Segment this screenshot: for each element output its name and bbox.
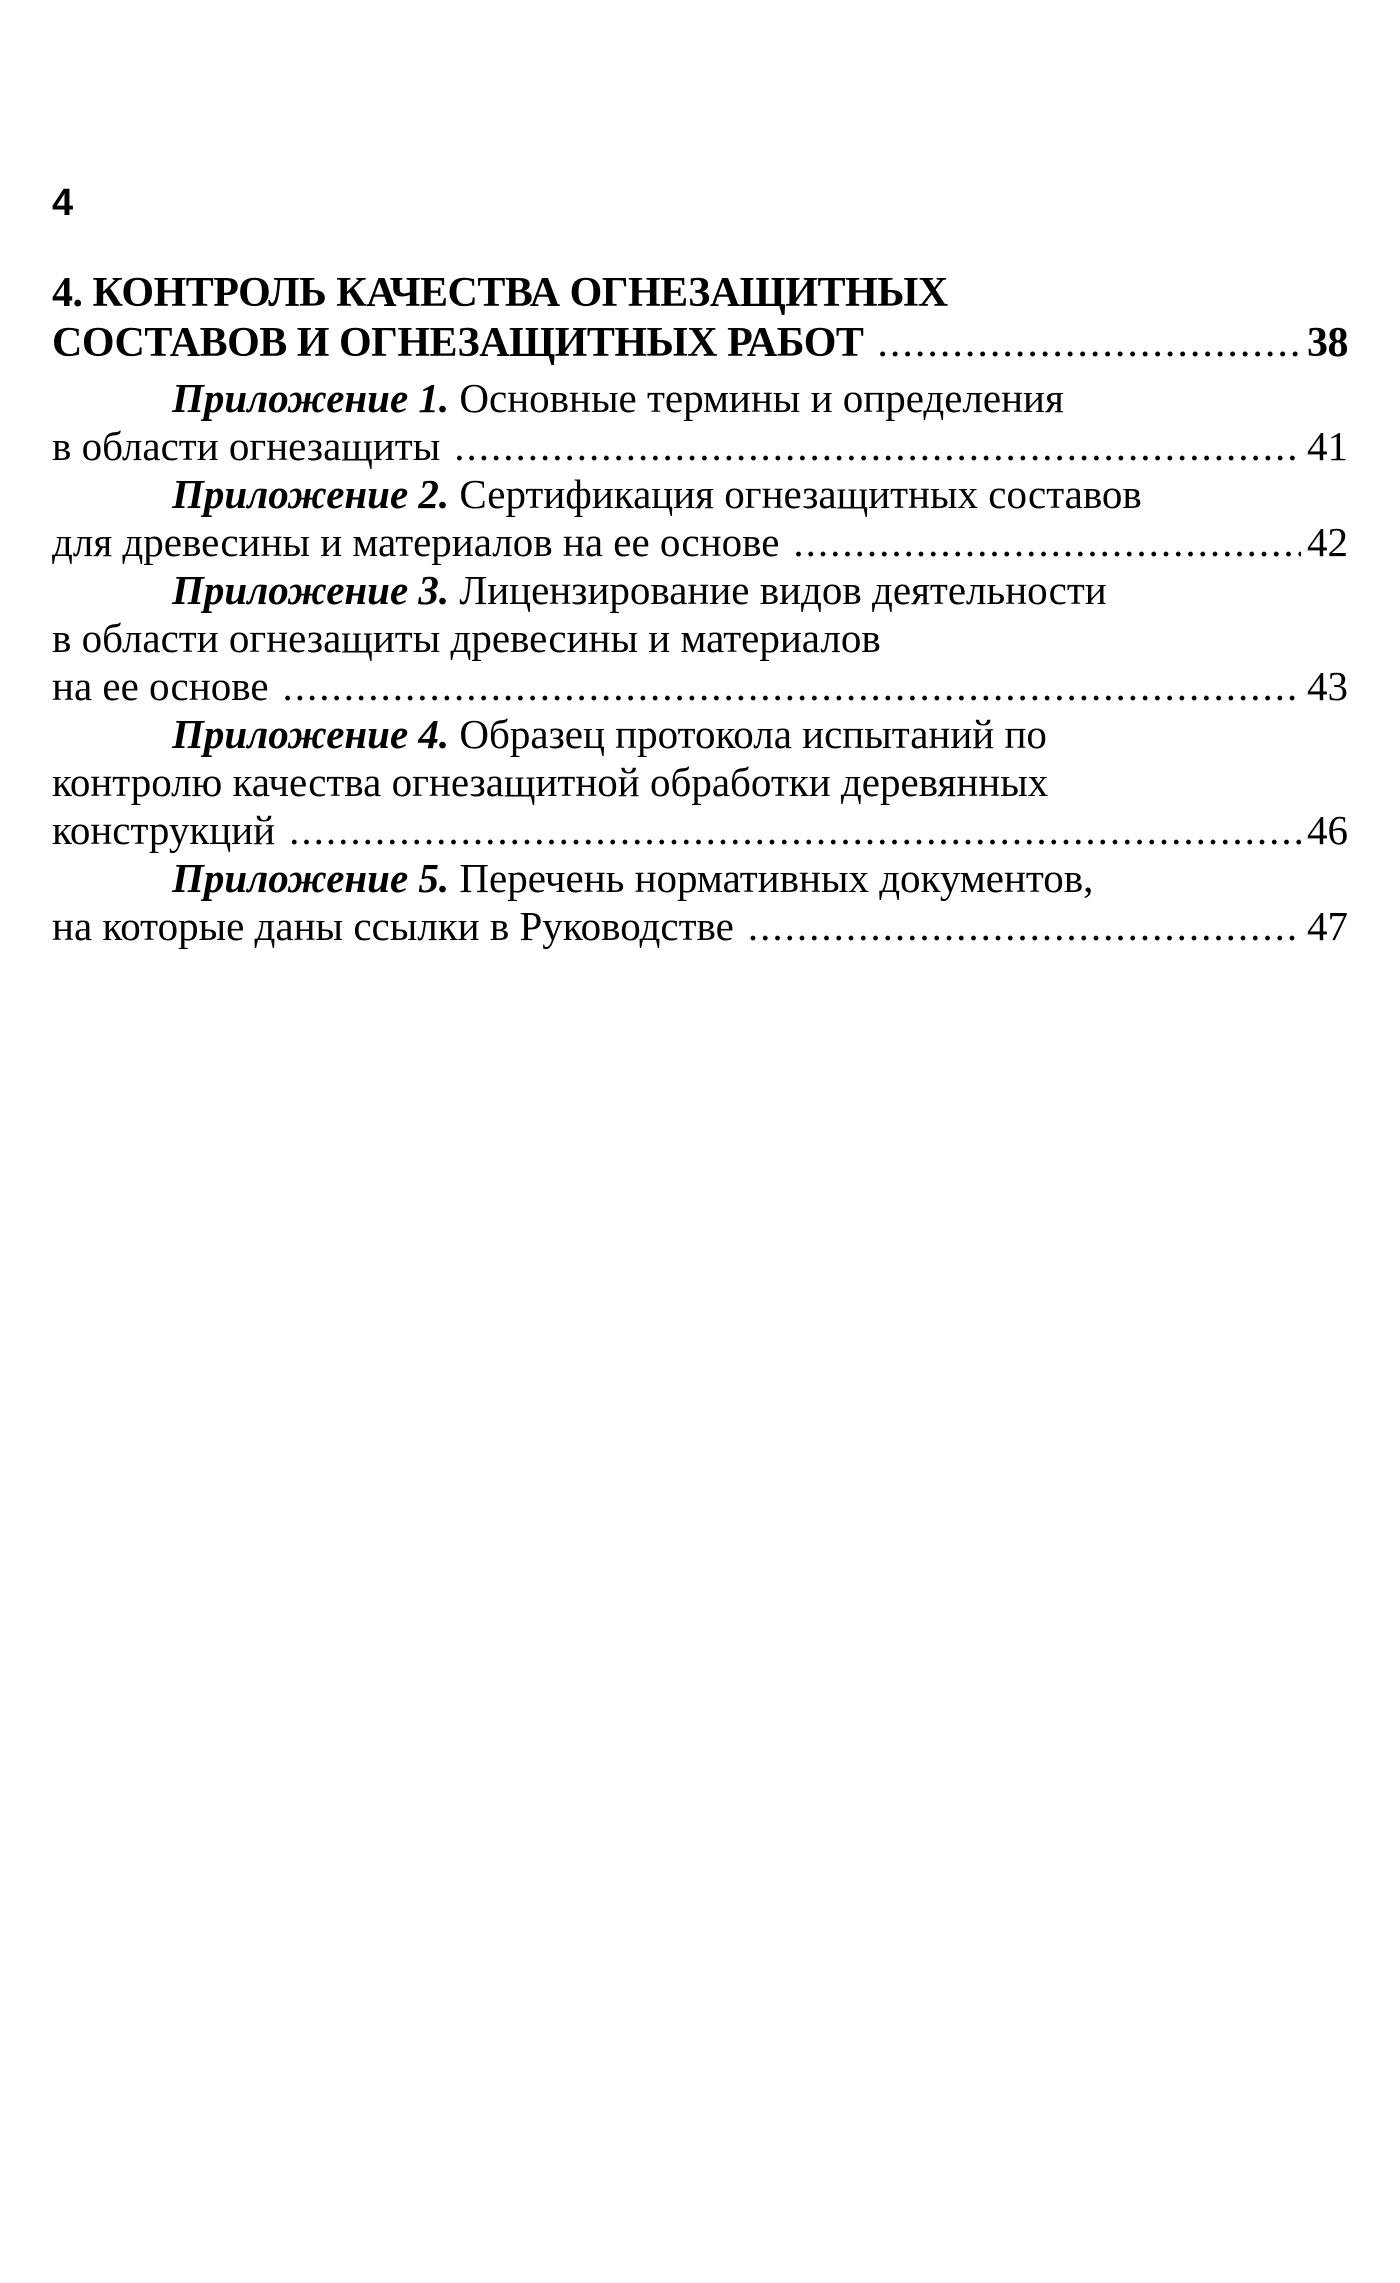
dot-leader bbox=[454, 422, 1301, 470]
appendix-title: Лицензирование видов деятельности bbox=[449, 567, 1107, 613]
appendix-first-line bbox=[52, 374, 1348, 422]
appendix-middle-line: контролю качества огнезащитной обработки деревянных bbox=[52, 759, 1049, 805]
appendix-last-line bbox=[52, 662, 1348, 710]
appendix-label: Приложение 4. bbox=[172, 711, 450, 757]
appendix-last-line bbox=[52, 422, 1348, 470]
appendix-last-line bbox=[52, 902, 1348, 950]
toc-appendix-1 bbox=[52, 374, 1348, 470]
appendix-title-end: конструкций bbox=[52, 807, 276, 853]
section-title-line-2 bbox=[52, 318, 1348, 368]
toc-appendix-3 bbox=[52, 566, 1348, 710]
appendix-first-line bbox=[52, 854, 1348, 902]
appendix-middle-line: в области огнезащиты древесины и материалов bbox=[52, 615, 881, 661]
dot-leader bbox=[877, 318, 1301, 368]
appendix-title: Образец протокола испытаний по bbox=[449, 711, 1047, 757]
page-ref: 38 bbox=[1307, 320, 1348, 366]
page-ref: 46 bbox=[1307, 807, 1348, 853]
document-page bbox=[52, 0, 1348, 2283]
appendix-title-end: в области огнезащиты bbox=[52, 423, 441, 469]
table-of-contents bbox=[52, 268, 1348, 950]
page-ref: 41 bbox=[1307, 423, 1348, 469]
dot-leader bbox=[289, 806, 1301, 854]
appendix-title-end: для древесины и материалов на ее основе bbox=[52, 519, 780, 565]
dot-leader bbox=[793, 518, 1301, 566]
dot-leader bbox=[283, 662, 1301, 710]
dot-leader bbox=[748, 902, 1301, 950]
appendix-label: Приложение 5. bbox=[172, 855, 450, 901]
appendix-title: Основные термины и определения bbox=[449, 375, 1064, 421]
appendix-label: Приложение 2. bbox=[172, 471, 450, 517]
page-ref: 42 bbox=[1307, 519, 1348, 565]
appendix-first-line bbox=[52, 566, 1348, 614]
appendix-first-line bbox=[52, 470, 1348, 518]
appendix-label: Приложение 3. bbox=[172, 567, 450, 613]
toc-appendix-5 bbox=[52, 854, 1348, 950]
page-ref: 43 bbox=[1307, 663, 1348, 709]
appendix-label: Приложение 1. bbox=[172, 375, 450, 421]
appendix-title-end: на ее основе bbox=[52, 663, 269, 709]
appendix-title-end: на которые даны ссылки в Руководстве bbox=[52, 903, 734, 949]
section-title-text: СОСТАВОВ И ОГНЕЗАЩИТНЫХ РАБОТ bbox=[52, 320, 864, 366]
appendix-first-line bbox=[52, 710, 1348, 758]
appendix-last-line bbox=[52, 518, 1348, 566]
toc-section-4 bbox=[52, 268, 1348, 368]
appendix-last-line bbox=[52, 806, 1348, 854]
section-title-line-1: 4. КОНТРОЛЬ КАЧЕСТВА ОГНЕЗАЩИТНЫХ bbox=[52, 270, 948, 316]
page-ref: 47 bbox=[1307, 903, 1348, 949]
appendix-title: Сертификация огнезащитных составов bbox=[449, 471, 1142, 517]
page-number: 4 bbox=[52, 182, 74, 224]
toc-appendix-4 bbox=[52, 710, 1348, 854]
appendix-title: Перечень нормативных документов, bbox=[449, 855, 1094, 901]
toc-appendix-2 bbox=[52, 470, 1348, 566]
